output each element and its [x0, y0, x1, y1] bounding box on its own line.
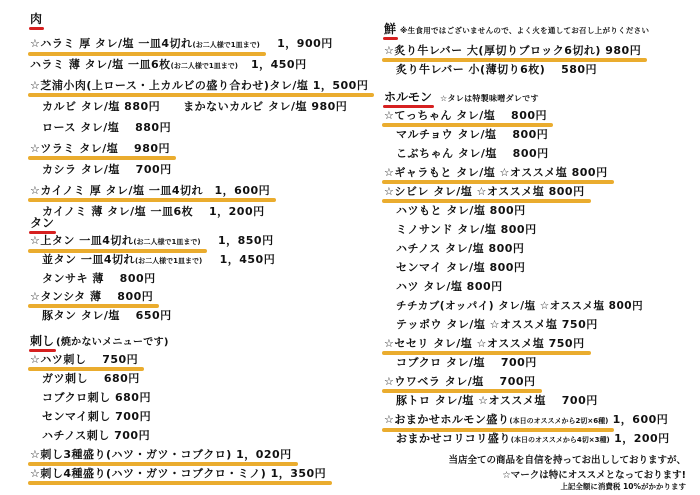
menu-item-uwabera: [384, 375, 536, 389]
menu-item-hatsumoto: [396, 204, 526, 218]
footer-text: 上記全額に消費税 10%がかかります: [560, 482, 686, 491]
menu-item-jo-tan: [30, 234, 274, 248]
item-text: ☆ハツ刺し 750円: [30, 353, 139, 366]
item-text: ミノサンド タレ/塩 800円: [396, 223, 537, 236]
item-price: 1，200円: [614, 432, 670, 445]
menu-item-shibaura-komeat: [30, 79, 368, 93]
menu-item-chichikabu: [396, 299, 643, 313]
section-sashimi-heading: [30, 334, 169, 350]
item-price: 1，450円: [219, 253, 276, 266]
item-name: ☆上タン 一皿4切れ: [30, 234, 134, 247]
item-text: センマイ刺し 700円: [42, 410, 152, 423]
menu-item-hachinosu: [396, 242, 524, 256]
footer-text: 当店全ての商品を自信を持ってお出ししておりますが、: [448, 455, 686, 466]
menu-item-hatsu: [396, 280, 503, 294]
item-text: カルビ タレ/塩 880円 まかないカルビ タレ/塩 980円: [42, 100, 348, 113]
menu-item-kobukuro: [396, 356, 537, 370]
item-sub-note: (お二人様で1皿まで): [133, 238, 201, 246]
item-text: 豚トロ タレ/塩 ☆オススメ塩 700円: [396, 394, 598, 407]
menu-item-hatsu-sashi: [30, 353, 138, 367]
section-fresh-note: ※生食用ではございませんので、よく火を通してお召し上がりください: [400, 26, 650, 35]
menu-item-tsurami: [30, 142, 170, 156]
section-fresh-title: 鮮: [384, 22, 397, 36]
section-meat-title: 肉: [30, 12, 43, 26]
item-text: ハチノス刺し 700円: [42, 429, 151, 442]
menu-item-kobuchan: [396, 147, 549, 161]
item-text: カイノミ 薄 タレ/塩 一皿6枚 1，200円: [42, 205, 265, 218]
item-text: ☆カイノミ 厚 タレ/塩 一皿4切れ 1，600円: [30, 184, 271, 197]
item-text: ☆タンシタ 薄 800円: [30, 290, 154, 303]
item-price: 1，900円: [277, 37, 333, 50]
menu-item-omakase-hormone: [384, 413, 668, 427]
section-sashimi-note: (焼かないメニューです): [56, 337, 169, 348]
item-text: ハチノス タレ/塩 800円: [396, 242, 525, 255]
section-sashimi-title: 刺し: [30, 334, 55, 348]
menu-item-teppou: [396, 318, 598, 332]
menu-item-omakase-korikori: [396, 432, 670, 446]
item-text: こぶちゃん タレ/塩 800円: [396, 147, 549, 160]
section-tongue-title: タン: [30, 216, 55, 230]
item-price: 1，450円: [250, 58, 307, 71]
menu-item-kalbi: [42, 100, 347, 114]
menu-item-senmai: [396, 261, 525, 275]
menu-item-loin: [42, 121, 171, 135]
menu-item-marucho: [396, 128, 548, 142]
section-hormone-title: ホルモン: [384, 90, 433, 104]
item-text: ハツ タレ/塩 800円: [396, 280, 503, 293]
section-hormone-note: ☆タレは特製味噌ダレです: [440, 94, 539, 103]
item-text: コブクロ タレ/塩 700円: [396, 356, 537, 369]
menu-item-kashira: [42, 163, 172, 177]
item-text: チチカブ(オッパイ) タレ/塩 ☆オススメ塩 800円: [396, 300, 644, 312]
section-tongue-heading: [30, 216, 54, 231]
item-text: ☆ギャラもと タレ/塩 ☆オススメ塩 800円: [384, 166, 608, 179]
footer-text: ☆マークは特にオススメとなっております!: [502, 470, 686, 481]
footer-tax-note: [560, 481, 686, 492]
item-text: センマイ タレ/塩 800円: [396, 261, 526, 274]
footer-note-line2: [502, 467, 686, 481]
item-sub-note: (お二人様で1皿まで): [192, 41, 260, 49]
item-text: ロース タレ/塩 880円: [42, 121, 172, 134]
menu-item-liver-large: [384, 44, 641, 58]
menu-item-butatoro: [396, 394, 598, 408]
item-text: ハツもと タレ/塩 800円: [396, 204, 526, 217]
menu-item-liver-small: [396, 63, 597, 77]
section-fresh-heading: [384, 22, 649, 38]
item-price: 1，850円: [217, 234, 274, 247]
item-sub-note: (お二人様で1皿まで): [170, 62, 238, 70]
item-text: ☆てっちゃん タレ/塩 800円: [384, 109, 547, 122]
menu-item-harami-thin: [30, 58, 307, 72]
menu-item-harami-thick: [30, 37, 333, 51]
item-text: ☆刺し4種盛り(ハツ・ガツ・コブクロ・ミノ) 1，350円: [30, 467, 327, 480]
menu-item-sashi-4-mori: [30, 467, 326, 481]
item-text: 炙り牛レバー 小(薄切り6枚) 580円: [396, 63, 598, 76]
item-text: マルチョウ タレ/塩 800円: [396, 128, 549, 141]
item-name: ☆ハラミ 厚 タレ/塩 一皿4切れ: [30, 37, 193, 50]
item-text: ☆炙り牛レバー 大(厚切りブロック6切れ) 980円: [384, 44, 642, 57]
section-hormone-heading: [384, 90, 539, 106]
menu-item-tan-shita: [30, 290, 153, 304]
item-sub-note: (本日のオススメから2切×6種): [509, 417, 609, 425]
item-sub-note: (本日のオススメから4切×3種): [510, 436, 610, 444]
item-text: テッポウ タレ/塩 ☆オススメ塩 750円: [396, 318, 598, 331]
footer-note-line1: [448, 452, 686, 466]
menu-item-hachinosu-sashi: [42, 429, 150, 443]
item-price: 1，600円: [612, 413, 669, 426]
item-name: おまかせコリコリ盛り: [396, 432, 511, 445]
menu-item-kobukuro-sashi: [42, 391, 151, 405]
menu-item-seseri: [384, 337, 585, 351]
menu-item-sashi-3-mori: [30, 448, 292, 462]
section-meat-heading: [30, 12, 42, 27]
item-text: ☆芝浦小肉(上ロース・上カルビの盛り合わせ)タレ/塩 1，500円: [30, 79, 369, 92]
menu-item-kainomi-thick: [30, 184, 270, 198]
menu-item-buta-tan: [42, 309, 172, 323]
menu-item-minosando: [396, 223, 537, 237]
item-text: ☆セセリ タレ/塩 ☆オススメ塩 750円: [384, 337, 585, 350]
item-text: ☆ツラミ タレ/塩 980円: [30, 142, 170, 155]
menu-item-gyaramoto: [384, 166, 608, 180]
menu-item-senmai-sashi: [42, 410, 151, 424]
menu-item-tan-saki: [42, 272, 156, 286]
item-sub-note: (お二人様で1皿まで): [134, 257, 203, 265]
item-text: コブクロ刺し 680円: [42, 391, 151, 404]
item-name: ハラミ 薄 タレ/塩 一皿6枚: [30, 58, 171, 71]
item-name: 並タン 一皿4切れ: [42, 253, 135, 266]
item-text: ☆刺し3種盛り(ハツ・ガツ・コブクロ) 1，020円: [30, 448, 292, 461]
menu-item-shibire: [384, 185, 585, 199]
menu-item-nami-tan: [42, 253, 275, 267]
menu-item-gatsu-sashi: [42, 372, 140, 386]
item-text: カシラ タレ/塩 700円: [42, 163, 172, 176]
item-text: タンサキ 薄 800円: [42, 272, 156, 285]
item-text: ☆ウワベラ タレ/塩 700円: [384, 375, 536, 388]
menu-item-tecchan: [384, 109, 547, 123]
item-text: ☆シビレ タレ/塩 ☆オススメ塩 800円: [384, 185, 585, 198]
item-text: 豚タン タレ/塩 650円: [42, 309, 172, 322]
item-text: ガツ刺し 680円: [42, 372, 140, 385]
menu-item-kainomi-thin: [42, 205, 265, 219]
item-name: ☆おまかせホルモン盛り: [384, 413, 510, 426]
